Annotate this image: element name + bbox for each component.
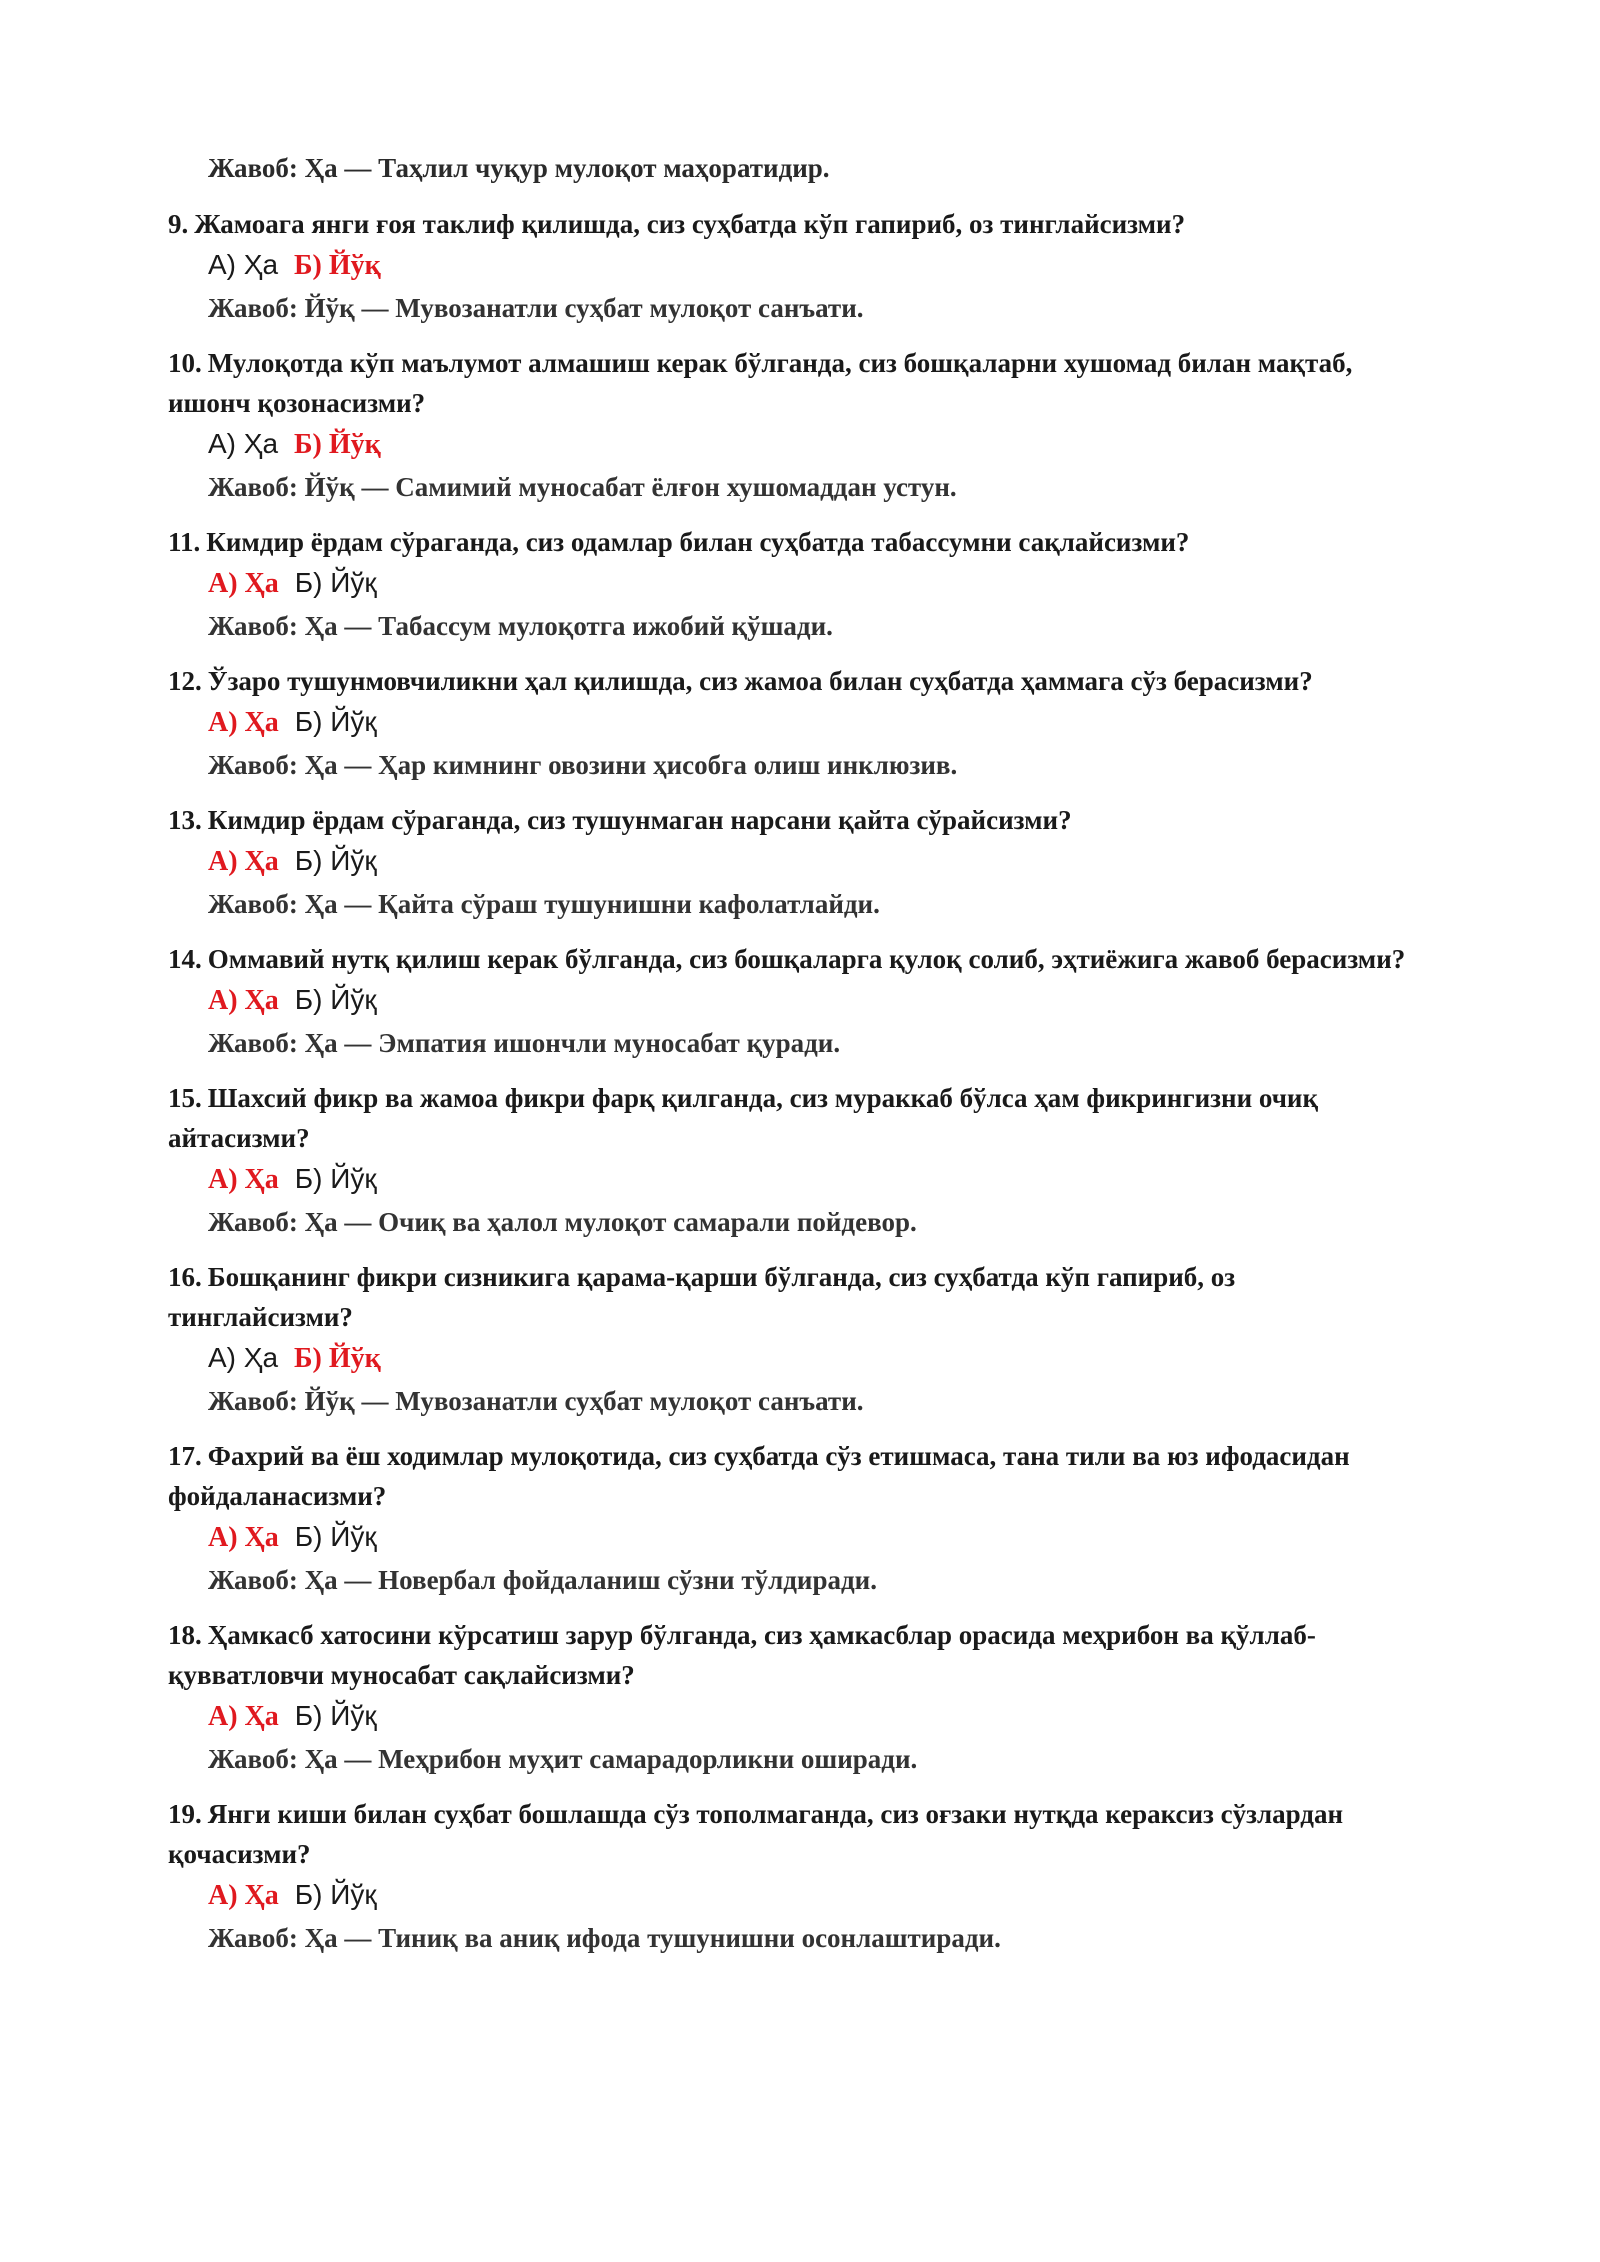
option-a[interactable]: А) Ҳа <box>208 985 279 1016</box>
option-b[interactable]: Б) Йўқ <box>294 429 381 460</box>
intro-answer: Жавоб: Ҳа — Таҳлил чуқур мулоқот маҳоратидир. <box>208 153 830 183</box>
answer-explanation: Жавоб: Йўқ — Самимий муносабат ёлғон хушомаддан устун. <box>208 472 957 502</box>
option-a[interactable]: А) Ҳа <box>208 1522 279 1553</box>
question-item <box>168 1436 1408 1601</box>
option-b[interactable]: Б) Йўқ <box>294 845 377 876</box>
option-b[interactable]: Б) Йўқ <box>294 1343 381 1374</box>
answer-options <box>208 1158 1408 1201</box>
question-body: Ҳамкасб хатосини кўрсатиш зарур бўлганда, сиз ҳамкасблар орасида меҳрибон ва қўллаб-қувватловчи муносабат сақлайсизми? <box>168 1620 1316 1690</box>
answer-options <box>208 244 1408 287</box>
question-text <box>168 1615 1408 1695</box>
question-item <box>168 661 1408 786</box>
question-number: 15. <box>168 1083 202 1113</box>
option-b[interactable]: Б) Йўқ <box>294 1163 377 1194</box>
question-number: 16. <box>168 1262 202 1292</box>
question-number: 19. <box>168 1799 202 1829</box>
question-number: 11. <box>168 527 201 557</box>
option-b[interactable]: Б) Йўқ <box>294 706 377 737</box>
option-a[interactable]: А) Ҳа <box>208 249 279 280</box>
answer-explanation: Жавоб: Ҳа — Новербал фойдаланиш сўзни тўлдиради. <box>208 1565 877 1595</box>
answer-explanation: Жавоб: Ҳа — Меҳрибон муҳит самарадорликни оширади. <box>208 1744 918 1774</box>
question-list <box>168 204 1408 1959</box>
option-b[interactable]: Б) Йўқ <box>294 567 377 598</box>
question-number: 18. <box>168 1620 202 1650</box>
answer-options <box>208 1516 1408 1559</box>
question-number: 9. <box>168 209 189 239</box>
question-body: Кимдир ёрдам сўраганда, сиз одамлар билан суҳбатда табассумни сақлайсизми? <box>206 527 1190 557</box>
question-body: Жамоага янги ғоя таклиф қилишда, сиз суҳбатда кўп гапириб, оз тинглайсизми? <box>194 209 1186 239</box>
question-number: 13. <box>168 805 202 835</box>
question-text <box>168 522 1408 562</box>
option-b[interactable]: Б) Йўқ <box>294 1700 377 1731</box>
question-number: 12. <box>168 666 202 696</box>
question-text <box>168 204 1408 244</box>
option-a[interactable]: А) Ҳа <box>208 1880 279 1911</box>
question-text <box>168 1078 1408 1158</box>
question-item <box>168 522 1408 647</box>
question-text <box>168 939 1408 979</box>
answer-explanation: Жавоб: Ҳа — Ҳар кимнинг овозини ҳисобга олиш инклюзив. <box>208 750 958 780</box>
option-b[interactable]: Б) Йўқ <box>294 250 381 281</box>
answer-options <box>208 562 1408 605</box>
answer-explanation: Жавоб: Ҳа — Очиқ ва ҳалол мулоқот самарали пойдевор. <box>208 1207 917 1237</box>
question-body: Мулоқотда кўп маълумот алмашиш керак бўлганда, сиз бошқаларни хушомад билан мақтаб, ишонч қозонасизми? <box>168 348 1353 418</box>
question-body: Кимдир ёрдам сўраганда, сиз тушунмаган нарсани қайта сўрайсизми? <box>207 805 1072 835</box>
question-text <box>168 1436 1408 1516</box>
question-number: 17. <box>168 1441 202 1471</box>
question-item <box>168 1078 1408 1243</box>
question-text <box>168 800 1408 840</box>
question-item <box>168 939 1408 1064</box>
answer-explanation: Жавоб: Ҳа — Табассум мулоқотга ижобий қўшади. <box>208 611 833 641</box>
question-item <box>168 204 1408 329</box>
option-a[interactable]: А) Ҳа <box>208 707 279 738</box>
question-item <box>168 800 1408 925</box>
answer-options <box>208 1874 1408 1917</box>
answer-options <box>208 840 1408 883</box>
question-body: Фахрий ва ёш ходимлар мулоқотида, сиз суҳбатда сўз етишмаса, тана тили ва юз ифодасидан фойдаланасизми? <box>168 1441 1350 1511</box>
option-b[interactable]: Б) Йўқ <box>294 1521 377 1552</box>
question-text <box>168 343 1408 423</box>
question-item <box>168 1257 1408 1422</box>
question-text <box>168 1794 1408 1874</box>
answer-explanation: Жавоб: Ҳа — Қайта сўраш тушунишни кафолатлайди. <box>208 889 880 919</box>
question-body: Шахсий фикр ва жамоа фикри фарқ қилганда, сиз мураккаб бўлса ҳам фикрингизни очиқ айтасизми? <box>168 1083 1319 1153</box>
option-a[interactable]: А) Ҳа <box>208 1164 279 1195</box>
option-b[interactable]: Б) Йўқ <box>294 984 377 1015</box>
option-a[interactable]: А) Ҳа <box>208 1701 279 1732</box>
question-number: 10. <box>168 348 202 378</box>
question-number: 14. <box>168 944 202 974</box>
question-body: Янги киши билан суҳбат бошлашда сўз тополмаганда, сиз оғзаки нутқда кераксиз сўзлардан қочасизми? <box>168 1799 1344 1869</box>
question-body: Ўзаро тушунмовчиликни ҳал қилишда, сиз жамоа билан суҳбатда ҳаммага сўз берасизми? <box>207 666 1313 696</box>
option-a[interactable]: А) Ҳа <box>208 846 279 877</box>
option-a[interactable]: А) Ҳа <box>208 428 279 459</box>
answer-options <box>208 1337 1408 1380</box>
quiz-content <box>168 148 1408 1973</box>
answer-options <box>208 1695 1408 1738</box>
question-text <box>168 661 1408 701</box>
option-a[interactable]: А) Ҳа <box>208 1342 279 1373</box>
question-body: Бошқанинг фикри сизникига қарама-қарши бўлганда, сиз суҳбатда кўп гапириб, оз тинглайсизми? <box>168 1262 1236 1332</box>
answer-explanation: Жавоб: Йўқ — Мувозанатли суҳбат мулоқот санъати. <box>208 293 864 323</box>
answer-options <box>208 423 1408 466</box>
answer-explanation: Жавоб: Ҳа — Тиниқ ва аниқ ифода тушунишни осонлаштиради. <box>208 1923 1001 1953</box>
option-a[interactable]: А) Ҳа <box>208 568 279 599</box>
question-item <box>168 1615 1408 1780</box>
question-text <box>168 1257 1408 1337</box>
answer-options <box>208 979 1408 1022</box>
answer-explanation: Жавоб: Ҳа — Эмпатия ишончли муносабат қуради. <box>208 1028 841 1058</box>
question-item <box>168 343 1408 508</box>
answer-explanation: Жавоб: Йўқ — Мувозанатли суҳбат мулоқот санъати. <box>208 1386 864 1416</box>
answer-options <box>208 701 1408 744</box>
option-b[interactable]: Б) Йўқ <box>294 1879 377 1910</box>
question-body: Оммавий нутқ қилиш керак бўлганда, сиз бошқаларга қулоқ солиб, эҳтиёжига жавоб берасизми? <box>207 944 1406 974</box>
question-item <box>168 1794 1408 1959</box>
